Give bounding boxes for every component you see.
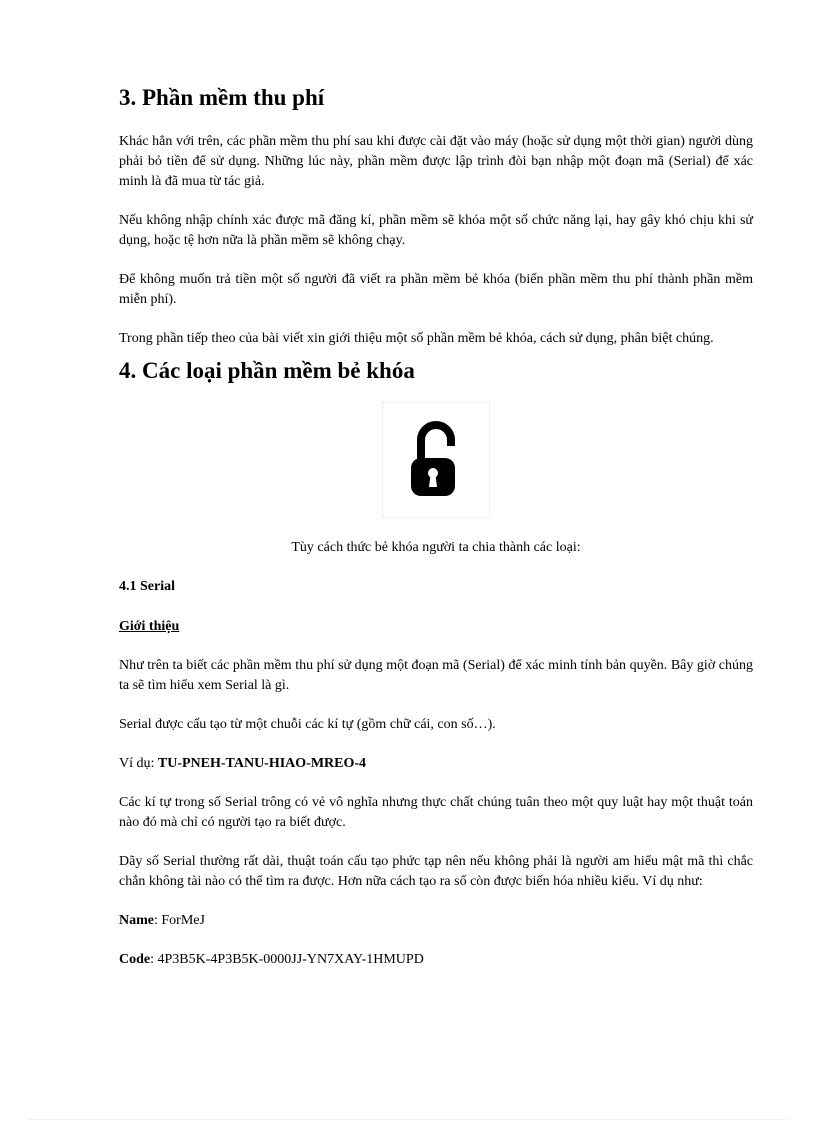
figure-caption: Tùy cách thức bẻ khóa người ta chia thành các loại:: [291, 540, 581, 555]
code-label: Code: [119, 952, 151, 967]
serial-example: [119, 754, 753, 774]
code-value: : 4P3B5K-4P3B5K-0000JJ-YN7XAY-1HMUPD: [150, 952, 424, 967]
section-3-paragraph-1: Khác hẳn với trên, các phần mềm thu phí sau khi được cài đặt vào máy (hoặc sử dụng một thời gian) người dùng phải bỏ tiền để sử dụng. Những lúc này, phần mềm được lập trình đòi bạn nhập một đoạn mã (Serial) để xác minh là đã mua từ tác giả.: [119, 134, 753, 189]
section-3-paragraph-2: Nếu không nhập chính xác được mã đăng kí, phần mềm sẽ khóa một số chức năng lại, hay gây khó chịu khi sử dụng, hoặc tệ hơn nữa là phần mềm sẽ không chạy.: [119, 213, 753, 248]
example-prefix: Ví dụ:: [119, 756, 158, 771]
document-body: [119, 84, 753, 970]
serial-paragraph-1: Như trên ta biết các phần mềm thu phí sử dụng một đoạn mã (Serial) để xác minh tính bản quyền. Bây giờ chúng ta sẽ tìm hiểu xem Serial là gì.: [119, 658, 753, 693]
section-3-heading: 3. Phần mềm thu phí: [119, 85, 325, 110]
name-value: : ForMeJ: [154, 913, 205, 928]
serial-paragraph-3: Các kí tự trong số Serial trông có vẻ vô nghĩa nhưng thực chất chúng tuân theo một quy luật hay một thuật toán nào đó mà chỉ có người tạo ra biết được.: [119, 795, 753, 830]
page-bottom-divider: [28, 1119, 788, 1120]
figure-frame: [382, 402, 490, 518]
section-4-heading: 4. Các loại phần mềm bẻ khóa: [119, 358, 415, 383]
section-3-paragraph-3: Để không muốn trả tiền một số người đã viết ra phần mềm bẻ khóa (biến phần mềm thu phí thành phần mềm miễn phí).: [119, 272, 753, 307]
serial-paragraph-4: Dãy số Serial thường rất dài, thuật toán cấu tạo phức tạp nên nếu không phải là người am hiểu mật mã thì chắc chắn không tài nào có thể tìm ra được. Hơn nữa cách tạo ra số còn được biến hóa nhiều kiểu. Ví dụ như:: [119, 854, 753, 889]
name-label: Name: [119, 913, 154, 928]
code-line: [119, 950, 753, 970]
figure-container: [119, 402, 753, 518]
subsection-heading: 4.1 Serial: [119, 579, 175, 594]
section-3-paragraph-4: Trong phần tiếp theo của bài viết xin giới thiệu một số phần mềm bẻ khóa, cách sử dụng, phân biệt chúng.: [119, 331, 714, 346]
unlocked-padlock-icon: [408, 420, 464, 500]
serial-paragraph-2: Serial được cấu tạo từ một chuỗi các kí tự (gồm chữ cái, con số…).: [119, 717, 496, 732]
example-serial-value: TU-PNEH-TANU-HIAO-MREO-4: [157, 756, 367, 771]
intro-label: Giới thiệu: [119, 619, 180, 634]
name-line: [119, 911, 753, 931]
